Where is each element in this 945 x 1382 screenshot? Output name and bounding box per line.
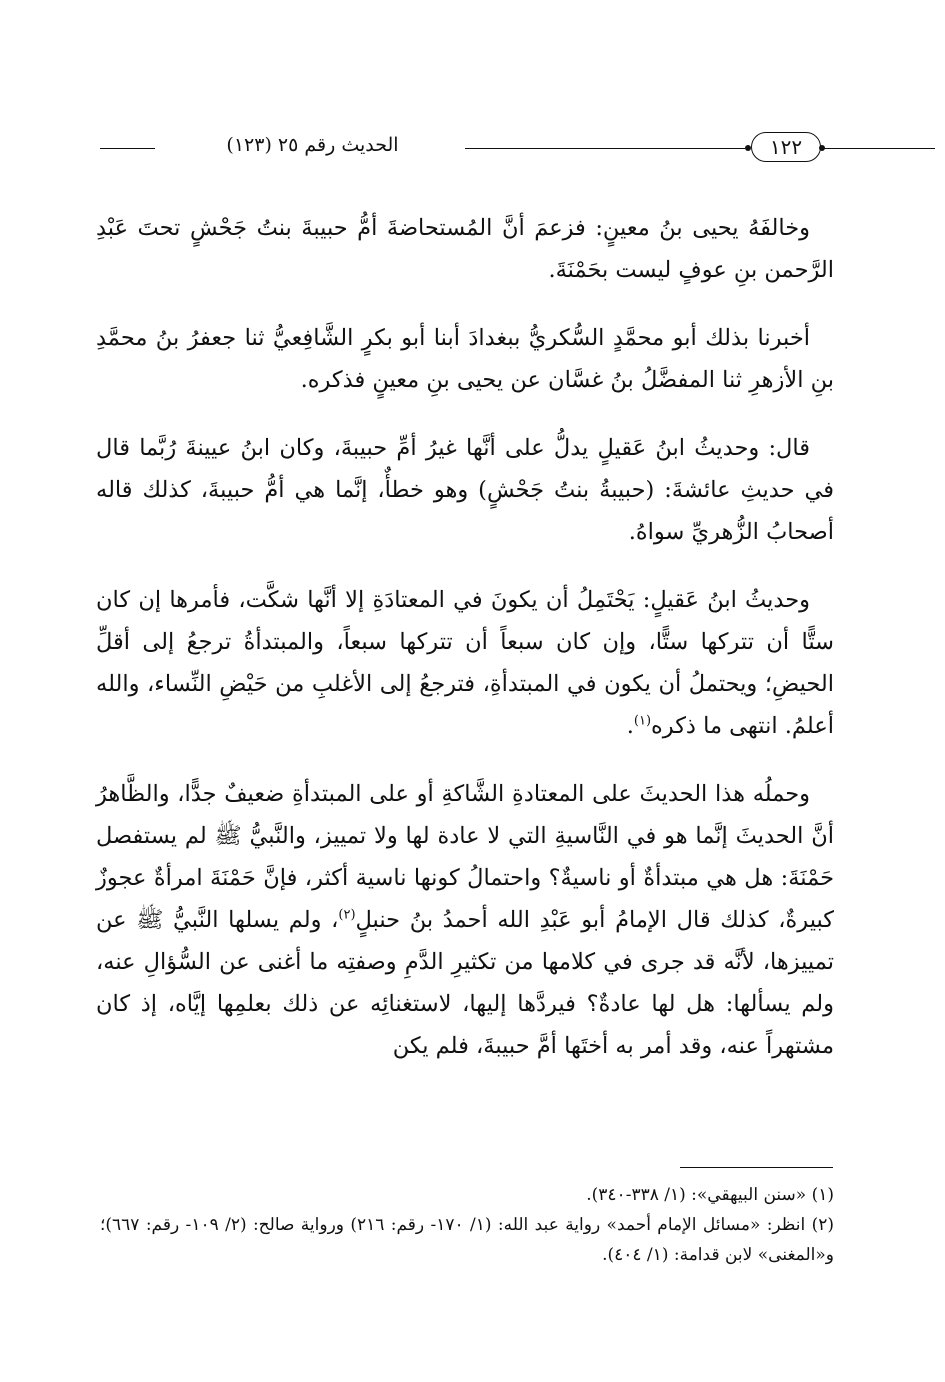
paragraph-2 [96,317,834,401]
footnote-separator [680,1167,833,1168]
page-number: ١٢٢ [751,132,821,162]
main-text [96,207,834,1093]
paragraph-text: وخالفَهُ يحيى بنُ معينٍ: فزعمَ أنَّ المُستحاضةَ أمُّ حبيبةَ بنتُ جَحْشٍ تحتَ عَبْدِ الرَّحمن بنِ عوفٍ ليست بحَمْنَةَ. [96,215,834,283]
paragraph-3 [96,427,834,553]
header-rule-right [824,148,935,149]
paragraph-text-tail: . [626,713,634,739]
header-rule-middle [465,148,745,149]
footnote-ref-1[interactable]: (١) [633,713,652,729]
footnote-1: (١) «سنن البيهقي»: (١/ ٣٣٨-٣٤٠). [586,1185,834,1205]
paragraph-text-tail: ، ولم يسلها النَّبيُّ ﷺ عن تمييزها، لأنَّه قد جرى في كلامها من تكثيرِ الدَّمِ وصفتِه ما أغنى عن السُّؤالِ عنه، ولم يسألها: هل لها عادةٌ؟ فيردَّها إليها، لاستغنائِه عن ذلك بعلمِها إيَّاه، إذ كان مشتهراً عنه، وقد أمر به أختَها أمَّ حبيبةَ، فلم يكن [96,907,834,1059]
paragraph-4 [96,579,834,747]
footnote-ref-2[interactable]: (٢) [338,907,356,923]
paragraph-text: قال: وحديثُ ابنُ عَقيلٍ يدلُّ على أنَّها غيرُ أمِّ حبيبةَ، وكان ابنُ عيينةَ رُبَّما قال في حديثِ عائشةَ: (حبيبةُ بنتُ جَحْشٍ) وهو خطأٌ، إنَّما هي أمُّ حبيبةَ، كذلك قاله أصحابُ الزُّهريِّ سواهُ. [96,435,834,545]
footnote-2: (٢) انظر: «مسائل الإمام أحمد» رواية عبد الله: (١/ ١٧٠- رقم: ٢١٦) ورواية صالح: (٢/ ١٠٩- رقم: ٦٦٧)؛ و«المغنى» لابن قدامة: (١/ ٤٠٤). [100,1215,834,1265]
paragraph-text: وحديثُ ابنُ عَقيلٍ: يَحْتَمِلُ أن يكونَ في المعتادَةِ إلا أنَّها شكَّت، فأمرها إن كان ستًّا أن تتركها ستًّا، وإن كان سبعاً أن تتركها سبعاً، والمبتدأةُ ترجعُ إلى أقلِّ الحيضِ؛ ويحتملُ أن يكون في المبتدأةِ، فترجعُ إلى الأغلبِ من حَيْضِ النِّساء، والله أعلمُ. انتهى ما ذكره [96,587,834,739]
paragraph-text: وحملُه هذا الحديثَ على المعتادةِ الشَّاكةِ أو على المبتدأةِ ضعيفٌ جدًّا، والظَّاهرُ أنَّ الحديثَ إنَّما هو في النَّاسيةِ التي لا عادة لها ولا تمييز، والنَّبيُّ ﷺ لم يستفصل حَمْنَةَ: هل هي مبتدأةٌ أو ناسيةٌ؟ واحتمالُ كونها ناسية أكثر، فإنَّ حَمْنَةَ امرأةٌ عجوزٌ كبيرةٌ، كذلك قال الإمامُ أبو عَبْدِ الله أحمدُ بنُ حنبلٍ [96,781,834,933]
paragraph-1 [96,207,834,291]
footnotes [100,1180,834,1270]
header-rule-left [100,148,155,149]
paragraph-text: أخبرنا بذلك أبو محمَّدٍ السُّكريُّ ببغدادَ أبنا أبو بكرٍ الشَّافِعيُّ ثنا جعفرُ بنُ محمَّدِ بنِ الأزهرِ ثنا المفضَّلُ بنُ غسَّان عن يحيى بنِ معينٍ فذكره. [96,325,834,393]
running-title: الحديث رقم ٢٥ (١٢٣) [226,134,399,156]
page-header [100,128,835,168]
paragraph-5 [96,773,834,1067]
